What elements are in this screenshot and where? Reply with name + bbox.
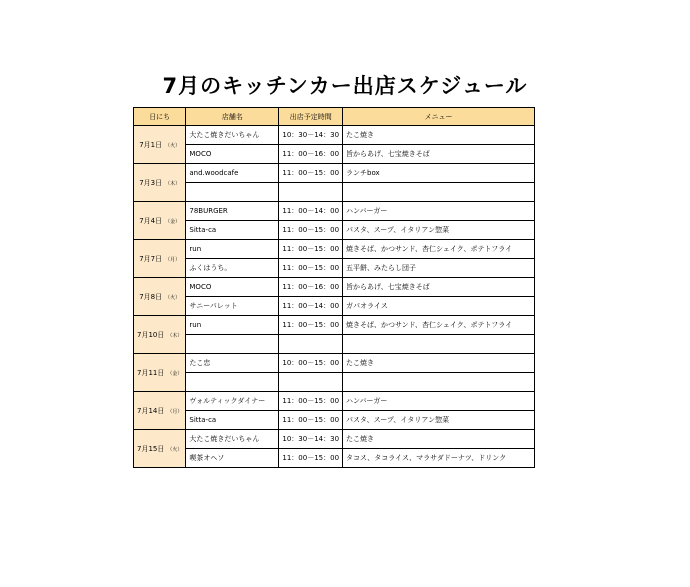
date-label: 7月4日 [139,216,163,225]
time-cell [279,373,343,392]
menu-cell: タコス、タコライス、マラサダドーナツ、ドリンク [343,449,535,468]
shop-cell: Sitta-ca [186,221,279,240]
shop-cell: 大たこ焼きだいちゃん [186,430,279,449]
time-cell: 11：00－15：00 [279,411,343,430]
date-cell [134,430,186,468]
shop-cell: ヴォルティックダイナー [186,392,279,411]
header-date: 日にち [134,108,186,126]
menu-cell: 旨からあげ、七宝焼きそば [343,145,535,164]
menu-cell: 焼きそば、かつサンド、杏仁シェイク、ポテトフライ [343,240,535,259]
schedule-body [134,126,535,468]
date-label: 7月14日 [137,406,165,415]
menu-cell: パスタ、スープ、イタリアン惣菜 [343,221,535,240]
menu-cell: ハンバーガー [343,392,535,411]
date-cell [134,354,186,392]
page-title: 7月のキッチンカー出店スケジュール [162,74,528,98]
time-cell: 11：00－15：00 [279,449,343,468]
menu-cell: ランチbox [343,164,535,183]
shop-cell: MOCO [186,278,279,297]
weekday-label: （木） [165,180,181,187]
schedule-table [133,107,535,468]
time-cell: 11：00－16：00 [279,145,343,164]
date-label: 7月8日 [139,292,163,301]
shop-cell: ふくはうち。 [186,259,279,278]
time-cell [279,335,343,354]
table-row [134,278,535,297]
time-cell: 11：00－14：00 [279,202,343,221]
date-cell [134,316,186,354]
time-cell [279,183,343,202]
weekday-label: （月） [165,256,181,263]
time-cell: 11：00－16：00 [279,278,343,297]
weekday-label: （月） [167,408,183,415]
menu-cell: パスタ、スープ、イタリアン惣菜 [343,411,535,430]
shop-cell [186,335,279,354]
shop-cell: 78BURGER [186,202,279,221]
date-cell [134,240,186,278]
date-cell [134,164,186,202]
shop-cell: Sitta-ca [186,411,279,430]
menu-cell: 焼きそば、かつサンド、杏仁シェイク、ポテトフライ [343,316,535,335]
menu-cell: たこ焼き [343,430,535,449]
menu-cell [343,373,535,392]
header-menu: メニュー [343,108,535,126]
table-row [134,145,535,164]
menu-cell: ハンバーガー [343,202,535,221]
weekday-label: （木） [167,332,183,339]
shop-cell: 喫茶オヘソ [186,449,279,468]
menu-cell [343,335,535,354]
menu-cell: 五平餅、みたらし団子 [343,259,535,278]
table-row [134,297,535,316]
menu-cell: 旨からあげ、七宝焼きそば [343,278,535,297]
shop-cell: run [186,316,279,335]
table-row [134,430,535,449]
date-label: 7月1日 [139,140,163,149]
date-label: 7月10日 [137,330,165,339]
shop-cell: サニーパレット [186,297,279,316]
date-label: 7月15日 [137,444,165,453]
table-row [134,202,535,221]
table-row [134,411,535,430]
time-cell: 11：00－15：00 [279,392,343,411]
time-cell: 11：00－15：00 [279,240,343,259]
date-label: 7月7日 [139,254,163,263]
time-cell: 11：00－15：00 [279,259,343,278]
date-label: 7月3日 [139,178,163,187]
shop-cell: たこ忠 [186,354,279,373]
weekday-label: （火） [165,142,181,149]
date-cell [134,126,186,164]
weekday-label: （火） [165,294,181,301]
shop-cell: and.woodcafe [186,164,279,183]
date-cell [134,202,186,240]
table-row [134,335,535,354]
header-time: 出店予定時間 [279,108,343,126]
date-cell [134,278,186,316]
menu-cell: ガパオライス [343,297,535,316]
weekday-label: （金） [167,370,183,377]
table-row [134,164,535,183]
table-row [134,316,535,335]
time-cell: 10：30－14：30 [279,430,343,449]
table-row [134,259,535,278]
table-row [134,240,535,259]
time-cell: 10：30－14：30 [279,126,343,145]
table-row [134,221,535,240]
shop-cell: MOCO [186,145,279,164]
time-cell: 10：00－15：00 [279,354,343,373]
shop-cell [186,183,279,202]
menu-cell: たこ焼き [343,126,535,145]
weekday-label: （火） [167,446,183,453]
shop-cell [186,373,279,392]
header-shop: 店舗名 [186,108,279,126]
weekday-label: （金） [165,218,181,225]
date-label: 7月11日 [137,368,165,377]
time-cell: 11：00－15：00 [279,164,343,183]
table-row [134,354,535,373]
table-row [134,373,535,392]
table-row [134,392,535,411]
table-row [134,449,535,468]
shop-cell: run [186,240,279,259]
header-row [134,108,535,126]
shop-cell: 大たこ焼きだいちゃん [186,126,279,145]
table-row [134,183,535,202]
time-cell: 11：00－15：00 [279,221,343,240]
menu-cell [343,183,535,202]
table-row [134,126,535,145]
menu-cell: たこ焼き [343,354,535,373]
time-cell: 11：00－15：00 [279,316,343,335]
date-cell [134,392,186,430]
time-cell: 11：00－14：00 [279,297,343,316]
